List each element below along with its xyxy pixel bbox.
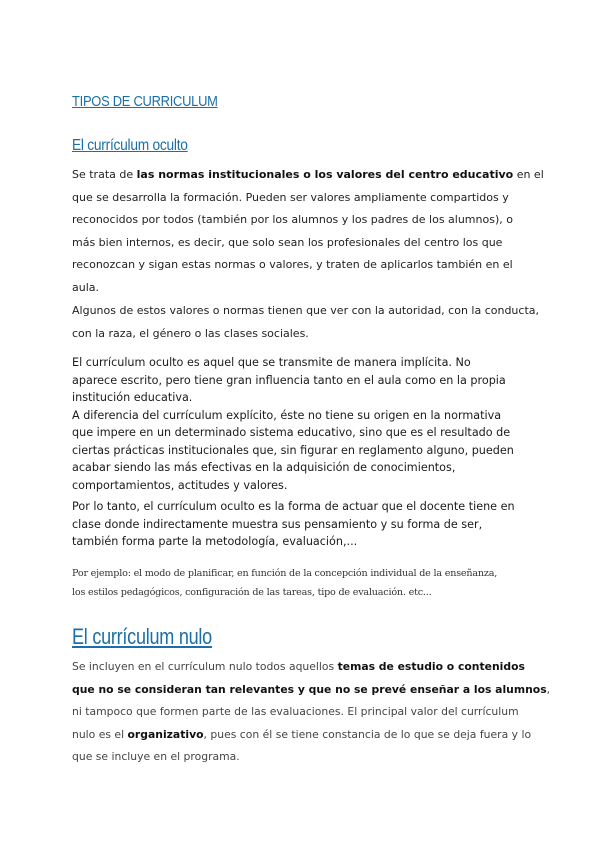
text-line: que no se consideran tan relevantes y que no se prevé enseñar a los alumnos, — [72, 682, 551, 696]
text-line: con la raza, el género o las clases sociales. — [72, 326, 309, 340]
bold-phrase: las normas institucionales o los valores del centro educativo — [136, 168, 514, 181]
text-line: Por ejemplo: el modo de planificar, en función de la concepción individual de la enseñanza, — [72, 568, 498, 579]
paragraph-oculto-implicit — [72, 354, 532, 494]
text-line: más bien internos, es decir, que solo sean los profesionales del centro los que — [72, 235, 503, 249]
text-line: Se trata de las normas institucionales o los valores del centro educativo en el — [72, 168, 544, 181]
text-line: que se desarrolla la formación. Pueden ser valores ampliamente compartidos y — [72, 190, 509, 204]
text-line: reconozcan y sigan estas normas o valores, y traten de aplicarlos también en el — [72, 258, 513, 272]
text-line: clase donde indirectamente muestra sus pensamiento y su forma de ser, — [72, 517, 483, 531]
text-line: los estilos pedagógicos, configuración de las tareas, tipo de evaluación. etc... — [72, 587, 432, 598]
bold-phrase: temas de estudio o contenidos — [337, 660, 525, 673]
paragraph-oculto-values — [72, 300, 540, 345]
heading-curriculum-nulo[interactable]: El currículum nulo — [72, 624, 212, 649]
text-line: aula. — [72, 280, 100, 294]
text-line: Se incluyen en el currículum nulo todos aquellos temas de estudio o contenidos — [72, 660, 525, 673]
paragraph-oculto-example — [72, 564, 532, 602]
text-line: también forma parte la metodología, evaluación,... — [72, 535, 358, 548]
text-line: aparece escrito, pero tiene gran influencia tanto en el aula como en la propia — [72, 373, 506, 387]
text-line: acabar siendo las más efectivas en la adquisición de conocimientos, — [72, 461, 456, 474]
text-line: reconocidos por todos (también por los alumnos y los padres de los alumnos), o — [72, 213, 513, 227]
text-line: que impere en un determinado sistema educativo, sino que es el resultado de — [72, 426, 511, 439]
text-line: El currículum oculto es aquel que se transmite de manera implícita. No — [72, 356, 471, 369]
text-line: Por lo tanto, el currículum oculto es la forma de actuar que el docente tiene en — [72, 500, 515, 513]
text-line: Algunos de estos valores o normas tienen que ver con la autoridad, con la conducta, — [72, 304, 540, 317]
bold-phrase: organizativo — [127, 727, 204, 741]
text-line: comportamientos, actitudes y valores. — [72, 478, 288, 492]
document-title[interactable]: TIPOS DE CURRICULUM — [72, 93, 218, 110]
paragraph-nulo-definition — [72, 656, 551, 769]
text-line: que se incluye en el programa. — [72, 750, 240, 764]
text-line: nulo es el organizativo, pues con él se tiene constancia de lo que se deja fuera y lo — [72, 727, 532, 741]
heading-curriculum-oculto[interactable]: El currículum oculto — [72, 137, 188, 154]
text-line: ciertas prácticas institucionales que, sin figurar en reglamento alguno, pueden — [72, 443, 514, 457]
paragraph-oculto-conclusion — [72, 498, 532, 551]
paragraph-oculto-definition — [72, 164, 544, 300]
text-line: ni tampoco que formen parte de las evaluaciones. El principal valor del currículum — [72, 705, 519, 719]
bold-phrase: que no se consideran tan relevantes y que no se prevé enseñar a los alumnos — [72, 682, 547, 696]
text-line: A diferencia del currículum explícito, éste no tiene su origen en la normativa — [72, 408, 502, 422]
text-line: institución educativa. — [72, 391, 193, 404]
